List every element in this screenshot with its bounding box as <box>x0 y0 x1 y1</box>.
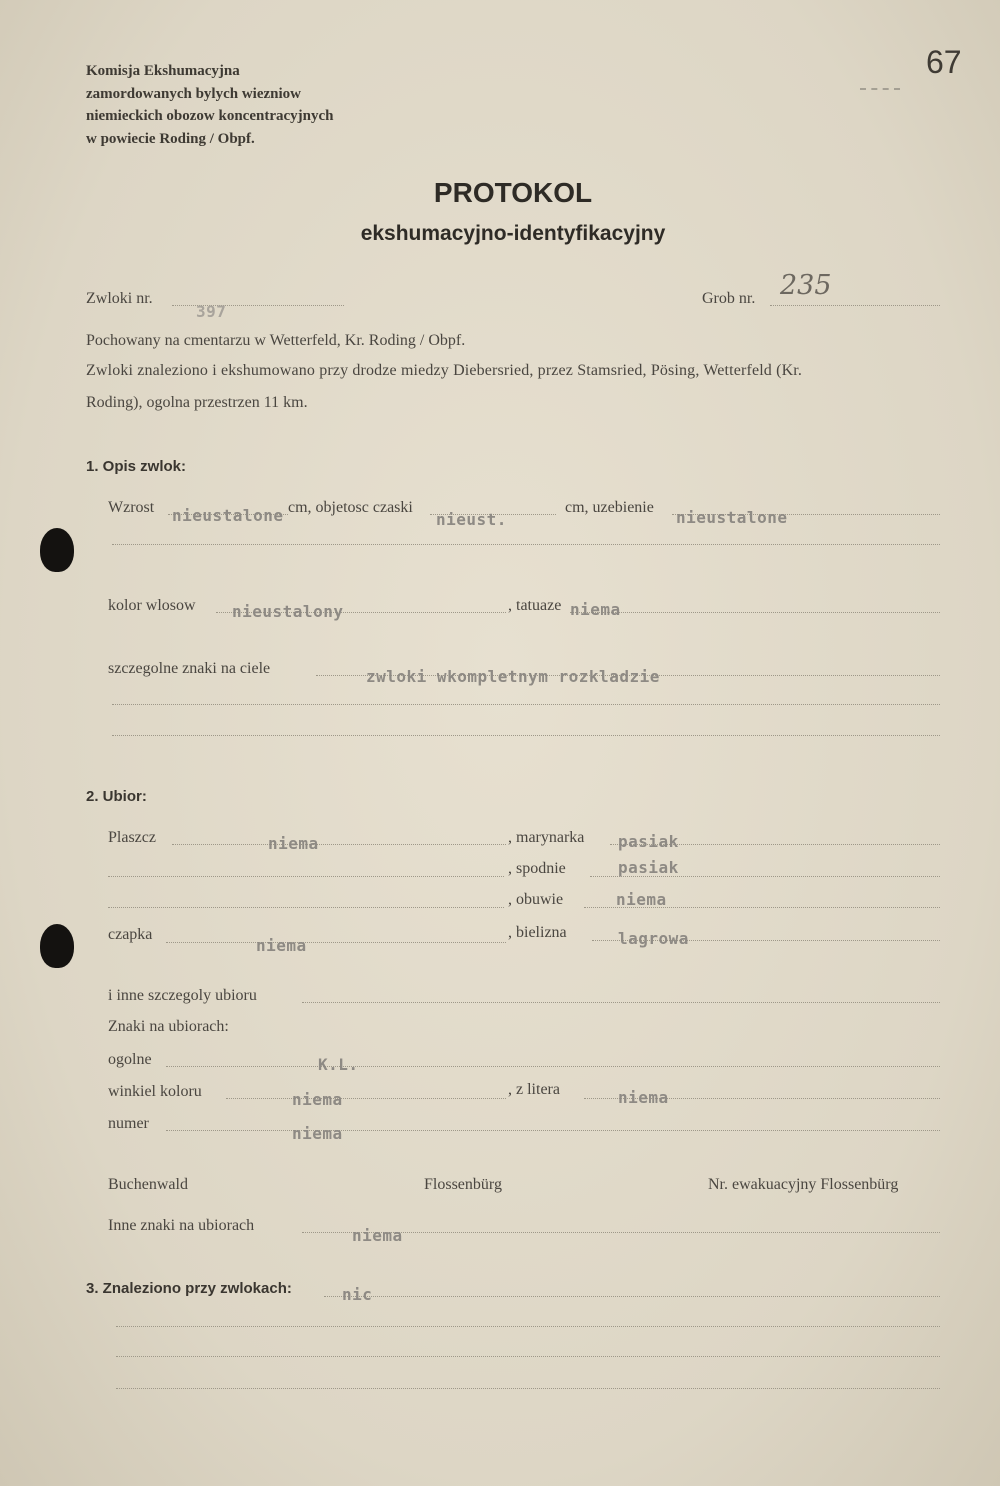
org-line-3: niemieckich obozow koncentracyjnych <box>86 108 334 124</box>
zwloki-value: 397 <box>196 302 227 321</box>
plaszcz-value: niema <box>268 834 319 853</box>
z-litera-value: niema <box>618 1088 669 1107</box>
bleed-through-mark <box>860 88 900 90</box>
org-line-1: Komisja Ekshumacyjna <box>86 63 240 79</box>
buchenwald-label: Buchenwald <box>108 1176 188 1193</box>
document-title: PROTOKOL <box>433 177 593 208</box>
section-1-heading: 1. Opis zwlok: <box>86 458 187 475</box>
organization-header <box>86 60 333 150</box>
uzebienie-value: nieustalone <box>676 508 788 527</box>
znaki-na-ubiorach-label: Znaki na ubiorach: <box>108 1018 229 1035</box>
org-line-2: zamordowanych bylych wiezniow <box>86 85 301 102</box>
inne-znaki-label: Inne znaki na ubiorach <box>108 1217 255 1234</box>
znaki-na-ciele-value: zwloki wkompletnym rozkladzie <box>366 667 660 686</box>
czaszka-value: nieust. <box>436 510 507 529</box>
ogolne-label: ogolne <box>108 1051 152 1068</box>
flossenburg-label: Flossenbürg <box>424 1176 502 1193</box>
ogolne-value: K.L. <box>318 1055 359 1074</box>
section-2-heading: 2. Ubior: <box>86 788 147 805</box>
section-3-value: nic <box>342 1285 373 1304</box>
z-litera-label: , z litera <box>508 1081 560 1098</box>
winkiel-koloru-label: winkiel koloru <box>108 1083 202 1100</box>
found-location-line-2: Roding), ogolna przestrzen 11 km. <box>86 394 308 411</box>
inne-znaki-value: niema <box>352 1226 403 1245</box>
tatuaze-label: , tatuaze <box>508 597 562 614</box>
inne-szczegoly-label: i inne szczegoly ubioru <box>108 987 257 1004</box>
winkiel-koloru-value: niema <box>292 1090 343 1109</box>
org-line-4: w powiecie Roding / Obpf. <box>86 130 255 147</box>
punch-hole-upper <box>40 528 74 572</box>
kolor-wlosow-label: kolor wlosow <box>108 597 196 614</box>
cm-objetosc-label: cm, objetosc czaski <box>288 499 413 516</box>
found-location-line-1: Zwloki znaleziono i ekshumowano przy drodze miedzy Diebersried, przez Stamsried, Pösing, Wetterfeld (Kr. <box>86 362 803 379</box>
punch-hole-lower <box>40 924 74 968</box>
grob-label: Grob nr. <box>702 290 756 307</box>
zwloki-label: Zwloki nr. <box>86 290 153 307</box>
czapka-label: czapka <box>108 926 153 943</box>
numer-label: numer <box>108 1115 149 1132</box>
burial-place-line: Pochowany na cmentarzu w Wetterfeld, Kr. Roding / Obpf. <box>86 332 466 349</box>
section-3-heading: 3. Znaleziono przy zwlokach: <box>86 1280 292 1297</box>
plaszcz-label: Plaszcz <box>108 829 156 846</box>
spodnie-value: pasiak <box>618 858 679 877</box>
tatuaze-value: niema <box>570 600 621 619</box>
grob-value-handwritten: 235 <box>780 270 832 301</box>
wzrost-value: nieustalone <box>172 506 284 525</box>
czapka-value: niema <box>256 936 307 955</box>
page-number: 67 <box>926 44 962 80</box>
bielizna-value: lagrowa <box>618 929 689 948</box>
bielizna-label: , bielizna <box>508 924 567 941</box>
cm-uzebienie-label: cm, uzebienie <box>565 499 654 516</box>
marynarka-label: , marynarka <box>508 829 585 846</box>
marynarka-value: pasiak <box>618 832 679 851</box>
ewakuacyjny-label: Nr. ewakuacyjny Flossenbürg <box>708 1176 899 1193</box>
document-subtitle: ekshumacyjno-identyfikacyjny <box>360 222 666 245</box>
znaki-na-ciele-label: szczegolne znaki na ciele <box>108 660 271 677</box>
kolor-wlosow-value: nieustalony <box>232 602 344 621</box>
obuwie-label: , obuwie <box>508 891 564 908</box>
obuwie-value: niema <box>616 890 667 909</box>
wzrost-label: Wzrost <box>108 499 155 516</box>
numer-value: niema <box>292 1124 343 1143</box>
spodnie-label: , spodnie <box>508 860 566 877</box>
